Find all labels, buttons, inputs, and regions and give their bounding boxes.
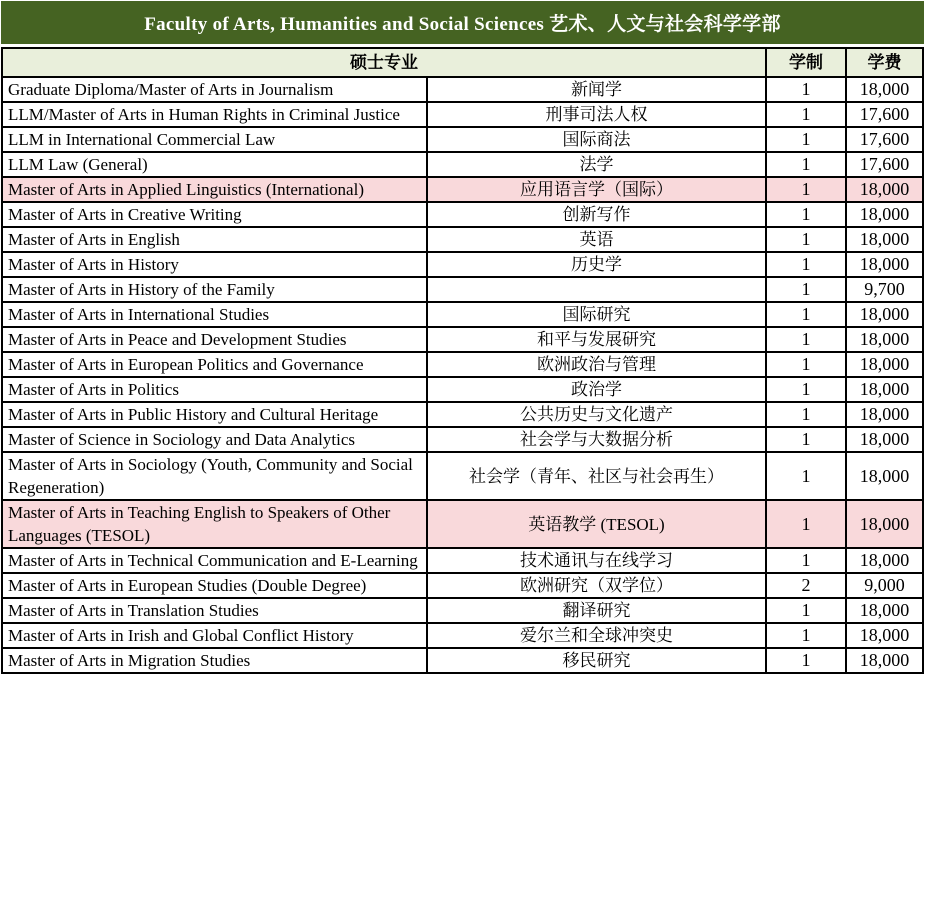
duration-cell: 1 — [766, 648, 846, 673]
tuition-cell: 18,000 — [846, 623, 923, 648]
duration-cell: 1 — [766, 77, 846, 102]
tuition-cell: 18,000 — [846, 352, 923, 377]
program-name-zh-cell: 创新写作 — [427, 202, 766, 227]
program-name-en-cell: Master of Arts in Migration Studies — [2, 648, 427, 673]
program-name-en-cell: Master of Arts in History — [2, 252, 427, 277]
program-name-en-cell: Master of Arts in Teaching English to Speakers of Other Languages (TESOL) — [2, 500, 427, 548]
tuition-cell: 18,000 — [846, 402, 923, 427]
duration-cell: 1 — [766, 402, 846, 427]
program-name-en-cell: Master of Arts in Irish and Global Conflict History — [2, 623, 427, 648]
program-name-en-cell: LLM Law (General) — [2, 152, 427, 177]
table-row — [2, 500, 923, 548]
duration-cell: 1 — [766, 377, 846, 402]
duration-cell: 1 — [766, 352, 846, 377]
program-name-zh-cell: 英语教学 (TESOL) — [427, 500, 766, 548]
duration-cell: 1 — [766, 548, 846, 573]
tuition-cell: 18,000 — [846, 302, 923, 327]
table-row — [2, 327, 923, 352]
column-header-duration: 学制 — [766, 48, 846, 77]
program-name-en-cell: Master of Arts in Peace and Development Studies — [2, 327, 427, 352]
program-name-en-cell: Master of Arts in English — [2, 227, 427, 252]
table-row — [2, 427, 923, 452]
program-name-zh-cell: 欧洲研究（双学位） — [427, 573, 766, 598]
duration-cell: 1 — [766, 427, 846, 452]
table-row — [2, 177, 923, 202]
table-row — [2, 452, 923, 500]
program-name-zh-cell — [427, 277, 766, 302]
program-name-en-cell: Master of Arts in International Studies — [2, 302, 427, 327]
duration-cell: 1 — [766, 598, 846, 623]
tuition-cell: 9,000 — [846, 573, 923, 598]
duration-cell: 1 — [766, 302, 846, 327]
table-row — [2, 152, 923, 177]
program-name-zh-cell: 欧洲政治与管理 — [427, 352, 766, 377]
program-name-en-cell: LLM/Master of Arts in Human Rights in Criminal Justice — [2, 102, 427, 127]
table-row — [2, 227, 923, 252]
program-name-zh-cell: 社会学（青年、社区与社会再生） — [427, 452, 766, 500]
duration-cell: 1 — [766, 452, 846, 500]
tuition-cell: 18,000 — [846, 427, 923, 452]
duration-cell: 2 — [766, 573, 846, 598]
table-row — [2, 548, 923, 573]
table-row — [2, 127, 923, 152]
table-row — [2, 352, 923, 377]
program-name-zh-cell: 新闻学 — [427, 77, 766, 102]
duration-cell: 1 — [766, 102, 846, 127]
program-name-en-cell: Master of Arts in European Politics and Governance — [2, 352, 427, 377]
tuition-cell: 18,000 — [846, 327, 923, 352]
program-name-zh-cell: 移民研究 — [427, 648, 766, 673]
tuition-cell: 18,000 — [846, 177, 923, 202]
duration-cell: 1 — [766, 152, 846, 177]
column-header-program: 硕士专业 — [2, 48, 766, 77]
table-row — [2, 102, 923, 127]
duration-cell: 1 — [766, 327, 846, 352]
table-row — [2, 252, 923, 277]
tuition-cell: 9,700 — [846, 277, 923, 302]
tuition-cell: 17,600 — [846, 152, 923, 177]
duration-cell: 1 — [766, 127, 846, 152]
program-name-en-cell: Master of Arts in Translation Studies — [2, 598, 427, 623]
tuition-cell: 18,000 — [846, 548, 923, 573]
program-table-sheet — [1, 1, 924, 674]
program-name-zh-cell: 技术通讯与在线学习 — [427, 548, 766, 573]
tuition-cell: 17,600 — [846, 127, 923, 152]
program-name-zh-cell: 社会学与大数据分析 — [427, 427, 766, 452]
program-name-en-cell: Master of Arts in Applied Linguistics (International) — [2, 177, 427, 202]
programs-table — [1, 47, 924, 674]
table-row — [2, 77, 923, 102]
program-name-zh-cell: 公共历史与文化遗产 — [427, 402, 766, 427]
table-row — [2, 377, 923, 402]
tuition-cell: 18,000 — [846, 252, 923, 277]
table-row — [2, 598, 923, 623]
program-name-zh-cell: 法学 — [427, 152, 766, 177]
duration-cell: 1 — [766, 202, 846, 227]
program-name-zh-cell: 刑事司法人权 — [427, 102, 766, 127]
program-name-en-cell: Graduate Diploma/Master of Arts in Journalism — [2, 77, 427, 102]
program-name-zh-cell: 爱尔兰和全球冲突史 — [427, 623, 766, 648]
program-name-zh-cell: 历史学 — [427, 252, 766, 277]
tuition-cell: 18,000 — [846, 77, 923, 102]
program-name-en-cell: Master of Arts in European Studies (Double Degree) — [2, 573, 427, 598]
tuition-cell: 18,000 — [846, 202, 923, 227]
program-name-zh-cell: 应用语言学（国际） — [427, 177, 766, 202]
tuition-cell: 18,000 — [846, 452, 923, 500]
faculty-title: Faculty of Arts, Humanities and Social Sciences 艺术、人文与社会科学学部 — [144, 14, 781, 35]
program-name-zh-cell: 国际研究 — [427, 302, 766, 327]
faculty-title-bar — [1, 1, 924, 44]
table-header-row — [2, 48, 923, 77]
tuition-cell: 18,000 — [846, 598, 923, 623]
tuition-cell: 18,000 — [846, 227, 923, 252]
program-name-en-cell: Master of Arts in Sociology (Youth, Community and Social Regeneration) — [2, 452, 427, 500]
table-row — [2, 277, 923, 302]
duration-cell: 1 — [766, 177, 846, 202]
tuition-cell: 18,000 — [846, 648, 923, 673]
table-row — [2, 573, 923, 598]
program-name-en-cell: Master of Arts in Politics — [2, 377, 427, 402]
program-name-zh-cell: 和平与发展研究 — [427, 327, 766, 352]
duration-cell: 1 — [766, 623, 846, 648]
program-name-zh-cell: 国际商法 — [427, 127, 766, 152]
program-name-zh-cell: 政治学 — [427, 377, 766, 402]
table-row — [2, 623, 923, 648]
program-name-zh-cell: 翻译研究 — [427, 598, 766, 623]
duration-cell: 1 — [766, 227, 846, 252]
program-name-en-cell: Master of Arts in History of the Family — [2, 277, 427, 302]
program-name-en-cell: Master of Arts in Public History and Cultural Heritage — [2, 402, 427, 427]
tuition-cell: 18,000 — [846, 377, 923, 402]
program-name-zh-cell: 英语 — [427, 227, 766, 252]
tuition-cell: 17,600 — [846, 102, 923, 127]
table-row — [2, 402, 923, 427]
duration-cell: 1 — [766, 500, 846, 548]
program-name-en-cell: LLM in International Commercial Law — [2, 127, 427, 152]
program-name-en-cell: Master of Science in Sociology and Data Analytics — [2, 427, 427, 452]
column-header-tuition: 学费 — [846, 48, 923, 77]
table-row — [2, 202, 923, 227]
tuition-cell: 18,000 — [846, 500, 923, 548]
table-row — [2, 302, 923, 327]
duration-cell: 1 — [766, 277, 846, 302]
duration-cell: 1 — [766, 252, 846, 277]
program-name-en-cell: Master of Arts in Creative Writing — [2, 202, 427, 227]
program-name-en-cell: Master of Arts in Technical Communication and E-Learning — [2, 548, 427, 573]
table-row — [2, 648, 923, 673]
